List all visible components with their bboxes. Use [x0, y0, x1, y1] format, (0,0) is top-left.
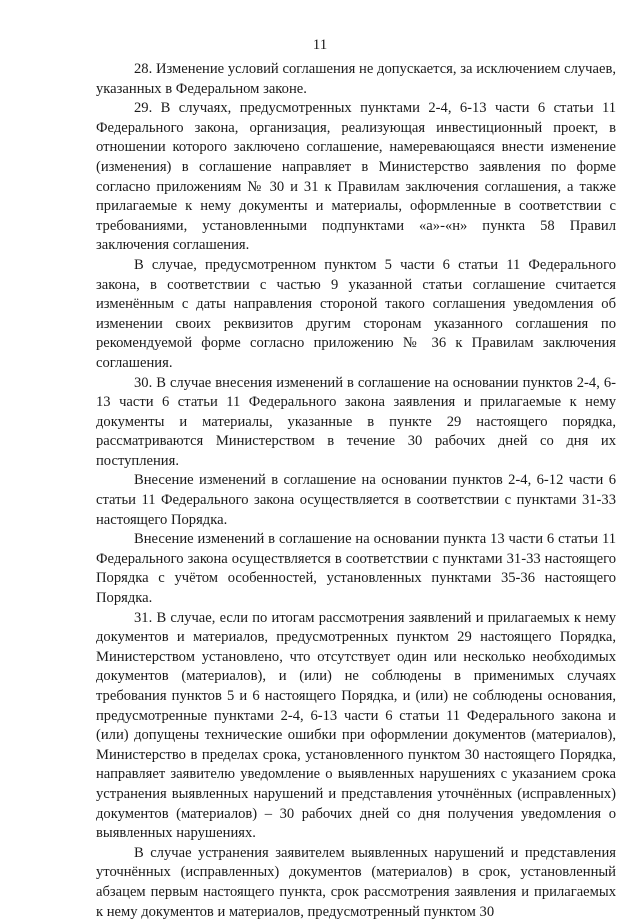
paragraph-31-part-2: В случае устранения заявителем выявленных нарушений и представления уточнённых (исправленных) документов (материалов) в срок, установленный абзацем первым настоящего пункта, срок рассмотрения заявления и прилагаемых к нему документов и материалов, предусмотренный пунктом 30: [96, 844, 616, 920]
document-body: [96, 60, 616, 922]
paragraph-29: 29. В случаях, предусмотренных пунктами 2-4, 6-13 части 6 статьи 11 Федерального закона, организация, реализующая инвестиционный проект, в отношении которого заключено соглашение, намеревающаяся внести изменение (изменения) в соглашение направляет в Министерство заявления по форме согласно приложениям № 30 и 31 к Правилам заключения соглашения, а также прилагаемые к нему документы и материалы, оформленные в соответствии с требованиями, установленными подпунктами «а»-«н» пункта 58 Правил заключения соглашения.: [96, 100, 616, 254]
page-number: 11: [312, 37, 328, 53]
paragraph-30-part-2: Внесение изменений в соглашение на основании пунктов 2-4, 6-12 части 6 статьи 11 Федерального закона осуществляется в соответствии с пунктами 31-33 настоящего Порядка.: [96, 472, 616, 528]
paragraph-28: 28. Изменение условий соглашения не допускается, за исключением случаев, указанных в Федеральном законе.: [96, 61, 616, 97]
paragraph-30: 30. В случае внесения изменений в соглашение на основании пунктов 2-4, 6-13 части 6 статьи 11 Федерального закона заявления и прилагаемые к нему документы и материалы, указанные в пункте 29 настоящего порядка, рассматриваются Министерством в течение 30 рабочих дней со дня их поступления.: [96, 374, 616, 469]
paragraph-31: 31. В случае, если по итогам рассмотрения заявлений и прилагаемых к нему документов и материалов, предусмотренных пунктом 29 настоящего Порядка, Министерством установлено, что отсутствует один или несколько необходимых документов (материалов), и (или) не соблюдены в применимых случаях требования пунктов 5 и 6 настоящего Порядка, и (или) не соблюдены основания, предусмотренные пунктами 2-4, 6-13 части 6 статьи 11 Федерального закона и (или) допущены технические ошибки при оформлении документов (материалов), Министерство в пределах срока, установленного пунктом 30 настоящего Порядка, направляет заявителю уведомление о выявленных нарушениях с указанием срока устранения выявленных нарушений и представления уточнённых (исправленных) документов (материалов) – 30 рабочих дней со дня получения уведомления о выявленных нарушениях.: [96, 609, 616, 842]
paragraph-29-part-2: В случае, предусмотренном пунктом 5 части 6 статьи 11 Федерального закона, в соответствии с частью 9 указанной статьи соглашение считается изменённым с даты направления стороной такого соглашения уведомления об изменении своих реквизитов другим сторонам указанного соглашения по рекомендуемой форме согласно приложению № 36 к Правилам заключения соглашения.: [96, 256, 616, 371]
paragraph-30-part-3: Внесение изменений в соглашение на основании пункта 13 части 6 статьи 11 Федерального закона осуществляется в соответствии с пунктами 31-33 настоящего Порядка с учётом особенностей, установленных пунктами 35-36 настоящего Порядка.: [96, 531, 616, 607]
